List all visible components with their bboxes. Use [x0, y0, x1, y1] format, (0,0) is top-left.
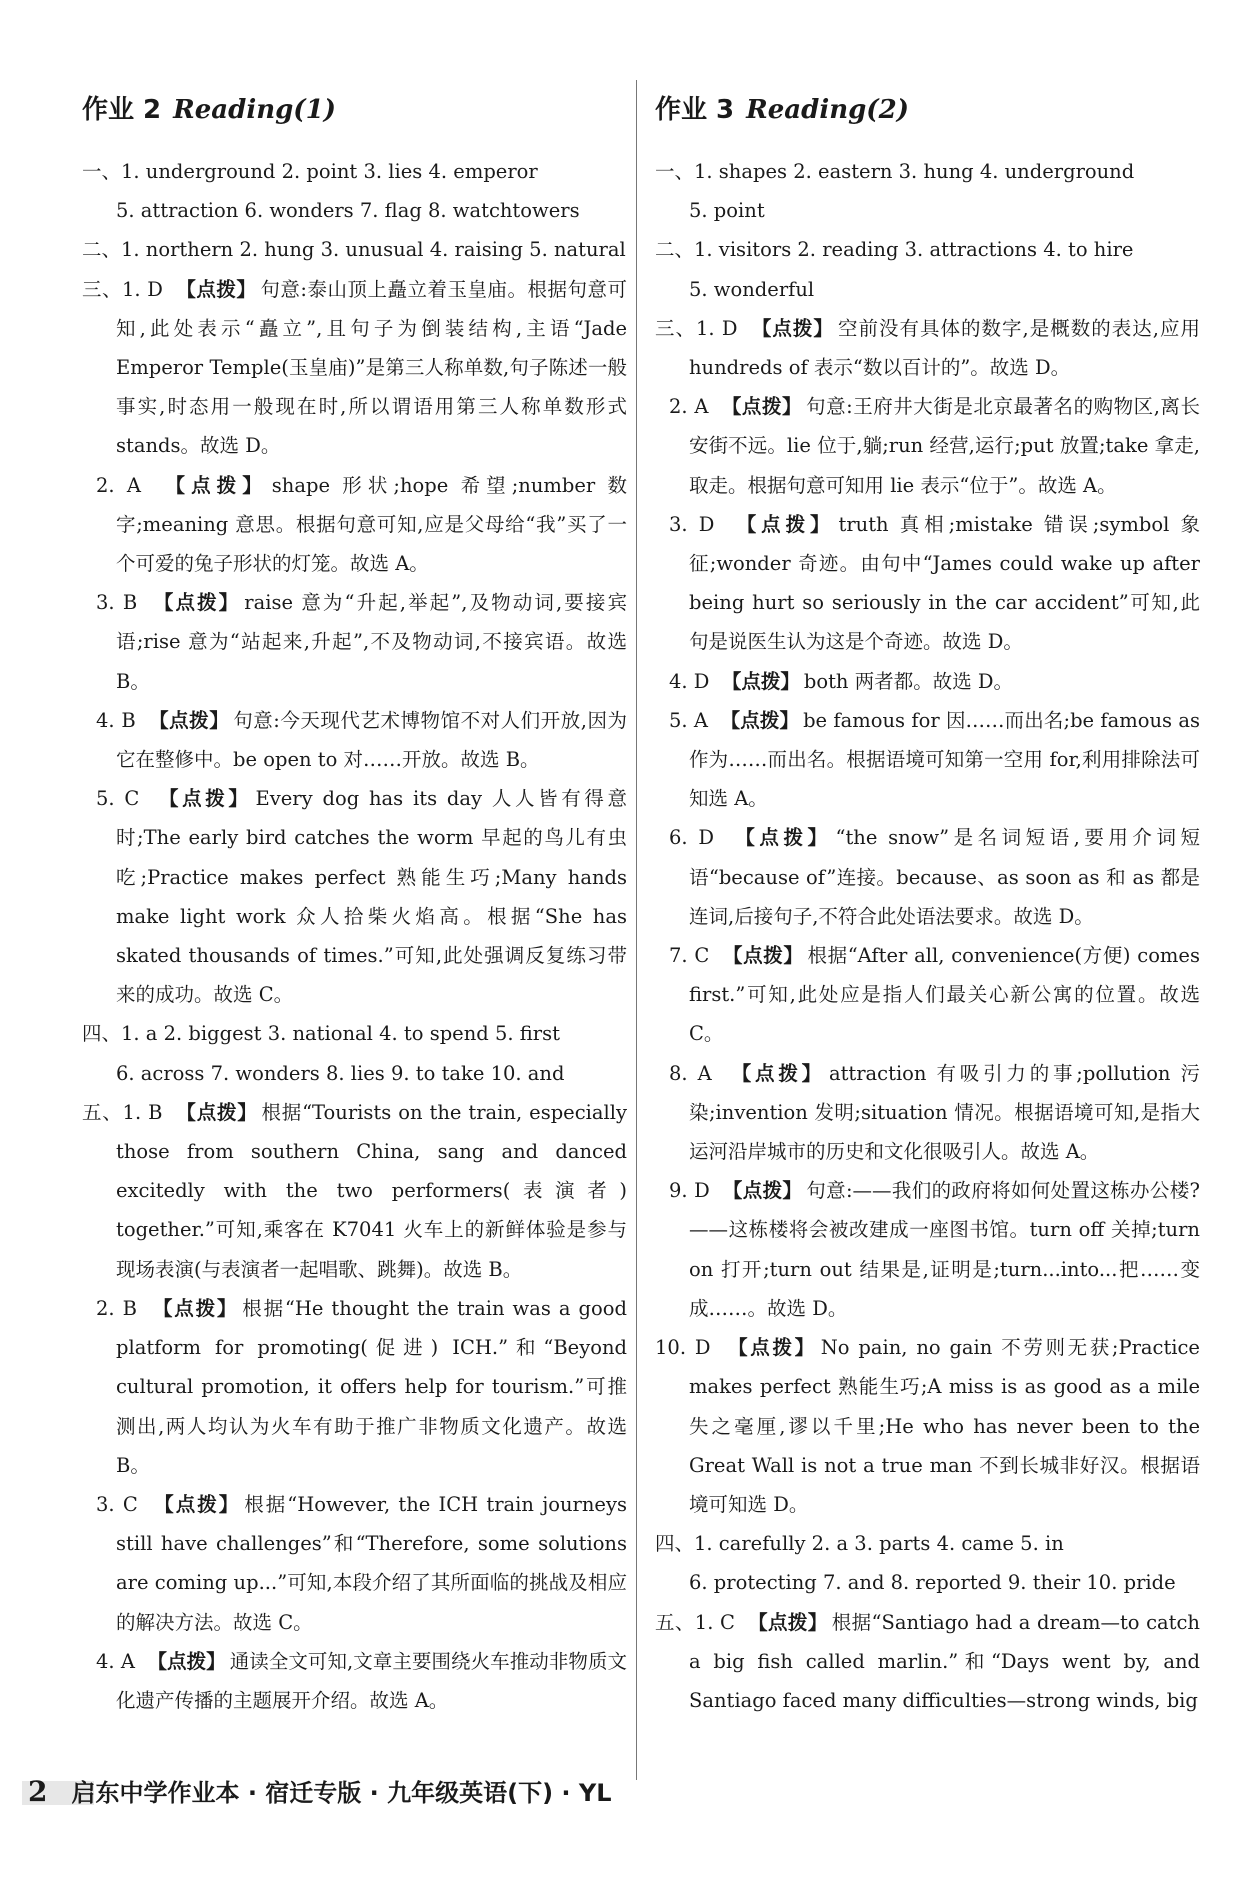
answer-item	[655, 309, 1200, 387]
homework-3-title	[655, 90, 1200, 130]
answer-item	[655, 387, 1200, 505]
tip-label: 【点拨】	[728, 1336, 817, 1360]
title-cn: 作业 3	[655, 95, 735, 125]
answer-head: 五、1. B	[82, 1100, 163, 1124]
answer-head: 4. D	[669, 669, 710, 693]
answer-item	[82, 1642, 627, 1720]
column-divider	[636, 80, 637, 1780]
tip-label: 【点拨】	[152, 1296, 239, 1320]
answer-head: 8. A	[669, 1061, 712, 1085]
homework-2-title	[82, 90, 627, 130]
answer-head: 3. C	[96, 1492, 138, 1516]
answer-head: 3. D	[669, 512, 715, 536]
book-title: 启东中学作业本 · 宿迁专版 · 九年级英语(下) · YL	[71, 1779, 612, 1807]
tip-label: 【点拨】	[736, 512, 835, 536]
section-4-row-2: 6. across 7. wonders 8. lies 9. to take 10. and	[116, 1061, 565, 1085]
answer-text: be famous for 因……而出名;be famous as 作为……而出名。根据语境可知第一空用 for,利用排除法可知选 A。	[689, 708, 1200, 811]
answer-head: 9. D	[669, 1179, 710, 1203]
section-1-row-2: 5. point	[689, 199, 765, 223]
answer-text: 根据“After all, convenience(方便) comes first.”可知,此处应是指人们最关心新公寓的位置。故选 C。	[689, 944, 1200, 1046]
answer-item	[82, 583, 627, 701]
section-1-row-1: 一、1. underground 2. point 3. lies 4. emperor	[82, 160, 538, 183]
answer-text: No pain, no gain 不劳则无获;Practice makes perfect 熟能生巧;A miss is as good as a mile 失之毫厘,谬以千里;He who has never been to the Great Wall is not a true man 不到长城非好汉。根据语境可知选 D。	[689, 1336, 1200, 1516]
answer-head: 5. A	[669, 708, 708, 732]
tip-label: 【点拨】	[154, 1492, 241, 1516]
answer-item	[655, 936, 1200, 1054]
tip-label: 【点拨】	[721, 395, 803, 419]
tip-label: 【点拨】	[159, 787, 252, 811]
answer-text: attraction 有吸引力的事;pollution 污染;invention 发明;situation 情况。根据语境可知,是指大运河沿岸城市的历史和文化很吸引人。故选 A。	[689, 1061, 1200, 1164]
answer-head: 2. A	[96, 473, 141, 497]
answer-text: 句意:泰山顶上矗立着玉皇庙。根据句意可知,此处表示“矗立”,且句子为倒装结构,主语“Jade Emperor Temple(玉皇庙)”是第三人称单数,句子陈述一般事实,时态用一般现在时,所以谓语用第三人称单数形式 stands。故选 D。	[116, 277, 627, 458]
title-en: Reading(2)	[746, 95, 909, 125]
answer-item	[82, 779, 627, 1014]
tip-label: 【点拨】	[176, 277, 257, 301]
answer-text: 根据“However, the ICH train journeys still have challenges”和“Therefore, some solutions are coming up...”可知,本段介绍了其所面临的挑战及相应的解决方法。故选 C。	[116, 1492, 627, 1634]
tip-label: 【点拨】	[147, 1649, 226, 1673]
answer-head: 10. D	[655, 1336, 711, 1360]
answer-text: “the snow”是名词短语,要用介词短语“because of”连接。because、as soon as 和 as 都是连词,后接句子,不符合此处语法要求。故选 D。	[689, 826, 1200, 928]
section-4-row-1: 四、1. a 2. biggest 3. national 4. to spend 5. first	[82, 1022, 560, 1046]
answer-text: 空前没有具体的数字,是概数的表达,应用 hundreds of 表示“数以百计的”。故选 D。	[689, 316, 1200, 380]
tip-label: 【点拨】	[722, 944, 804, 968]
answer-text: 句意:——我们的政府将如何处置这栋办公楼?——这栋楼将会被改建成一座图书馆。turn off 关掉;turn on 打开;turn out 结果是,证明是;turn...into...把……变成……。故选 D。	[689, 1179, 1200, 1320]
answer-item	[82, 1289, 627, 1485]
tip-label: 【点拨】	[721, 669, 800, 693]
answer-item	[655, 1171, 1200, 1328]
answer-item	[655, 701, 1200, 819]
title-en: Reading(1)	[173, 95, 336, 125]
page-footer	[28, 1773, 612, 1808]
section-2-row-1: 二、1. visitors 2. reading 3. attractions 4. to hire	[655, 238, 1134, 262]
tip-label: 【点拨】	[722, 1179, 803, 1203]
left-column	[82, 90, 627, 1720]
answer-head: 2. A	[669, 395, 709, 419]
answer-head: 7. C	[669, 944, 710, 968]
answer-item	[82, 701, 627, 779]
section-2-row-2: 5. wonderful	[689, 277, 815, 301]
answer-head: 5. C	[96, 787, 140, 811]
answer-head: 三、1. D	[655, 316, 738, 340]
answer-text: 根据“He thought the train was a good platform for promoting(促进) ICH.”和“Beyond cultural promotion, it offers help for tourism.”可推测出,两人均认为火车有助于推广非物质文化遗产。故选 B。	[116, 1296, 627, 1477]
tip-label: 【点拨】	[748, 1610, 828, 1634]
section-4-row-1: 四、1. carefully 2. a 3. parts 4. came 5. in	[655, 1532, 1064, 1556]
tip-label: 【点拨】	[149, 708, 230, 732]
answer-item	[82, 1485, 627, 1642]
tip-label: 【点拨】	[176, 1100, 258, 1124]
right-column	[655, 90, 1200, 1720]
answer-item	[655, 662, 1200, 701]
answer-head: 2. B	[96, 1296, 137, 1320]
tip-label: 【点拨】	[153, 591, 241, 615]
answer-head: 6. D	[669, 826, 714, 850]
section-1-row-1: 一、1. shapes 2. eastern 3. hung 4. underground	[655, 160, 1135, 183]
answer-text: 根据“Santiago had a dream—to catch a big fish called marlin.”和“Days went by, and Santiago faced many difficulties—strong winds, big	[689, 1610, 1200, 1712]
answer-item	[655, 505, 1200, 662]
section-1-row-2: 5. attraction 6. wonders 7. flag 8. watchtowers	[116, 199, 580, 223]
answer-item	[655, 818, 1200, 936]
answer-head: 4. A	[96, 1649, 135, 1673]
answer-text: 通读全文可知,文章主要围绕火车推动非物质文化遗产传播的主题展开介绍。故选 A。	[116, 1649, 628, 1712]
answer-text: 句意:王府井大街是北京最著名的购物区,离长安街不远。lie 位于,躺;run 经营,运行;put 放置;take 拿走,取走。根据句意可知用 lie 表示“位于”。故选 A。	[689, 395, 1200, 497]
answer-head: 3. B	[96, 591, 138, 615]
answer-text: truth 真相;mistake 错误;symbol 象征;wonder 奇迹。由句中“James could wake up after being hurt so seriously in the car accident”可知,此句是说医生认为这是个奇迹。故选 D。	[689, 512, 1200, 654]
tip-label: 【点拨】	[165, 473, 268, 497]
answer-item	[82, 466, 627, 584]
answer-head: 五、1. C	[655, 1610, 735, 1634]
section-4-row-2: 6. protecting 7. and 8. reported 9. their 10. pride	[689, 1571, 1176, 1595]
answer-text: shape 形状;hope 希望;number 数字;meaning 意思。根据句意可知,应是父母给“我”买了一个可爱的兔子形状的灯笼。故选 A。	[116, 473, 627, 576]
answer-head: 三、1. D	[82, 277, 163, 301]
tip-label: 【点拨】	[751, 316, 834, 340]
page-number: 2	[28, 1775, 48, 1808]
section-2-row-1: 二、1. northern 2. hung 3. unusual 4. raising 5. natural	[82, 238, 626, 262]
answer-item	[82, 1093, 627, 1289]
answer-text: 根据“Tourists on the train, especially those from southern China, sang and danced excitedly with the two performers(表演者) together.”可知,乘客在 K7041 火车上的新鲜体验是参与现场表演(与表演者一起唱歌、跳舞)。故选 B。	[116, 1100, 627, 1281]
tip-label: 【点拨】	[731, 1061, 825, 1085]
answer-item	[82, 270, 627, 466]
answer-item	[655, 1603, 1200, 1721]
answer-text: Every dog has its day 人人皆有得意时;The early bird catches the worm 早起的鸟儿有虫吃;Practice makes perfect 熟能生巧;Many hands make light work 众人拾柴火焰高。根据“She has skated thousands of times.”可知,此处强调反复练习带来的成功。故选 C。	[116, 787, 627, 1007]
tip-label: 【点拨】	[735, 826, 832, 850]
answer-item	[655, 1328, 1200, 1524]
answer-text: both 两者都。故选 D。	[803, 669, 1014, 693]
tip-label: 【点拨】	[720, 708, 800, 732]
answer-head: 4. B	[96, 708, 136, 732]
answer-text: 句意:今天现代艺术博物馆不对人们开放,因为它在整修中。be open to 对……开放。故选 B。	[116, 708, 627, 772]
title-cn: 作业 2	[82, 95, 162, 125]
answer-item	[655, 1054, 1200, 1172]
answer-text: raise 意为“升起,举起”,及物动词,要接宾语;rise 意为“站起来,升起”,不及物动词,不接宾语。故选 B。	[116, 591, 627, 693]
